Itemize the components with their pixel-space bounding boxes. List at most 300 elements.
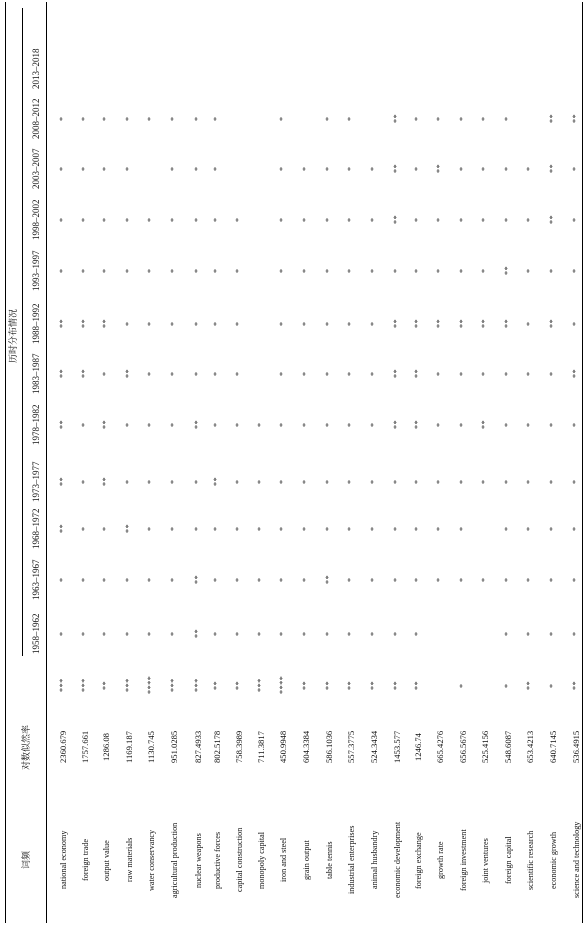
- period-significance-mark: *: [124, 630, 133, 636]
- period-significance-mark: *: [346, 165, 355, 171]
- row-term: raw materials: [124, 837, 134, 882]
- row-logodds-value: 1246.74: [413, 733, 423, 761]
- period-significance-mark: *: [480, 478, 489, 484]
- period-significance-mark: **: [234, 680, 243, 690]
- period-significance-mark: *: [346, 115, 355, 121]
- period-significance-mark: *: [58, 115, 67, 121]
- period-significance-mark: *: [80, 421, 89, 427]
- period-significance-mark: *: [369, 478, 378, 484]
- period-significance-mark: *: [278, 165, 287, 171]
- period-significance-mark: *: [413, 267, 422, 273]
- period-significance-mark: **: [480, 318, 489, 328]
- period-significance-mark: *: [169, 478, 178, 484]
- row-logodds-value: 2360.679: [58, 730, 68, 763]
- period-significance-mark: *: [234, 267, 243, 273]
- period-significance-mark: *: [503, 478, 512, 484]
- period-significance-mark: ***: [256, 678, 265, 692]
- period-significance-mark: *: [525, 165, 534, 171]
- period-significance-mark: *: [480, 576, 489, 582]
- period-significance-mark: **: [435, 318, 444, 328]
- period-significance-mark: *: [301, 576, 310, 582]
- period-significance-mark: *: [278, 320, 287, 326]
- period-significance-mark: *: [278, 576, 287, 582]
- period-significance-mark: *: [124, 478, 133, 484]
- period-significance-mark: *: [301, 525, 310, 531]
- period-header: 1958–1962: [31, 613, 41, 654]
- period-significance-mark: *: [212, 576, 221, 582]
- period-significance-mark: *: [392, 525, 401, 531]
- period-significance-mark: *: [80, 216, 89, 222]
- row-term: water conservancy: [146, 829, 156, 891]
- row-term: foreign trade: [80, 838, 90, 881]
- period-significance-mark: *: [503, 630, 512, 636]
- period-significance-mark: **: [413, 680, 422, 690]
- period-significance-mark: *: [301, 165, 310, 171]
- period-significance-mark: *: [480, 115, 489, 121]
- period-significance-mark: *: [212, 370, 221, 376]
- period-significance-mark: *: [278, 478, 287, 484]
- row-term: output value: [101, 839, 111, 881]
- row-logodds-value: 758.3989: [234, 730, 244, 763]
- period-significance-mark: *: [101, 370, 110, 376]
- table-top-rule: [5, 2, 6, 923]
- period-header: 1973–1977: [31, 461, 41, 502]
- period-significance-mark: **: [525, 680, 534, 690]
- period-significance-mark: **: [458, 318, 467, 328]
- period-significance-mark: *: [146, 630, 155, 636]
- period-significance-mark: *: [435, 115, 444, 121]
- period-significance-mark: *: [525, 478, 534, 484]
- period-significance-mark: *: [548, 421, 557, 427]
- period-significance-mark: **: [58, 476, 67, 486]
- period-significance-mark: *: [324, 267, 333, 273]
- period-significance-mark: *: [80, 478, 89, 484]
- period-significance-mark: *: [212, 630, 221, 636]
- period-header: 2008–2012: [31, 98, 41, 139]
- period-significance-mark: **: [301, 680, 310, 690]
- period-significance-mark: *: [324, 525, 333, 531]
- period-significance-mark: *: [392, 267, 401, 273]
- period-significance-mark: *: [301, 216, 310, 222]
- group-underline: [22, 8, 23, 656]
- period-header: 1968–1972: [31, 508, 41, 549]
- period-significance-mark: *: [480, 165, 489, 171]
- period-significance-mark: *: [369, 267, 378, 273]
- period-significance-mark: **: [480, 419, 489, 429]
- period-header: 2013–2018: [31, 48, 41, 89]
- period-significance-mark: *: [234, 478, 243, 484]
- period-significance-mark: *: [301, 320, 310, 326]
- period-significance-mark: *: [435, 421, 444, 427]
- period-significance-mark: *: [301, 421, 310, 427]
- row-logodds-value: 656.5676: [458, 730, 468, 763]
- period-significance-mark: **: [548, 318, 557, 328]
- period-significance-mark: *: [435, 525, 444, 531]
- period-significance-mark: **: [435, 163, 444, 173]
- period-significance-mark: *: [525, 630, 534, 636]
- period-significance-mark: *: [435, 576, 444, 582]
- period-significance-mark: *: [146, 421, 155, 427]
- header-term-column: 词频: [20, 850, 31, 869]
- row-logodds-value: 802.5178: [212, 730, 222, 763]
- period-significance-mark: *: [480, 267, 489, 273]
- period-significance-mark: *: [413, 478, 422, 484]
- row-logodds-value: 1286.08: [101, 733, 111, 761]
- period-significance-mark: *: [193, 115, 202, 121]
- period-significance-mark: *: [234, 370, 243, 376]
- period-significance-mark: *: [101, 165, 110, 171]
- period-significance-mark: **: [503, 318, 512, 328]
- period-significance-mark: *: [346, 267, 355, 273]
- period-significance-mark: **: [101, 419, 110, 429]
- period-significance-mark: *: [169, 525, 178, 531]
- row-logodds-value: 711.3817: [256, 731, 266, 763]
- period-significance-mark: *: [193, 525, 202, 531]
- row-logodds-value: 653.4213: [525, 730, 535, 763]
- period-significance-mark: **: [392, 419, 401, 429]
- period-significance-mark: *: [301, 267, 310, 273]
- period-significance-mark: *: [80, 576, 89, 582]
- period-significance-mark: *: [193, 165, 202, 171]
- period-significance-mark: *: [458, 267, 467, 273]
- period-significance-mark: **: [58, 318, 67, 328]
- period-significance-mark: *: [278, 267, 287, 273]
- period-significance-mark: *: [369, 525, 378, 531]
- period-significance-mark: *: [58, 576, 67, 582]
- row-logodds-value: 1130.745: [146, 731, 156, 763]
- period-significance-mark: *: [346, 216, 355, 222]
- period-header: 1983–1987: [31, 353, 41, 394]
- period-significance-mark: **: [392, 113, 401, 123]
- period-significance-mark: *: [324, 320, 333, 326]
- row-logodds-value: 586.1036: [324, 730, 334, 763]
- period-significance-mark: *: [212, 115, 221, 121]
- period-significance-mark: *: [571, 525, 580, 531]
- row-term: grain output: [301, 840, 311, 880]
- period-significance-mark: *: [146, 320, 155, 326]
- period-significance-mark: *: [212, 421, 221, 427]
- period-significance-mark: *: [193, 370, 202, 376]
- period-significance-mark: **: [212, 680, 221, 690]
- row-term: nuclear weapons: [193, 832, 203, 888]
- row-logodds-value: 1757.661: [80, 730, 90, 763]
- row-term: growth rate: [435, 841, 445, 879]
- header-bottom-rule: [46, 2, 47, 923]
- period-significance-mark: *: [193, 478, 202, 484]
- row-term: industrial enterprises: [346, 825, 356, 894]
- period-significance-mark: *: [525, 320, 534, 326]
- row-term: productive forces: [212, 831, 222, 889]
- period-significance-mark: *: [169, 267, 178, 273]
- period-significance-mark: *: [571, 478, 580, 484]
- period-significance-mark: *: [146, 478, 155, 484]
- period-significance-mark: *: [480, 370, 489, 376]
- period-significance-mark: **: [413, 318, 422, 328]
- period-significance-mark: **: [212, 476, 221, 486]
- row-term: iron and steel: [278, 837, 288, 882]
- period-significance-mark: *: [234, 421, 243, 427]
- period-significance-mark: *: [124, 165, 133, 171]
- period-significance-mark: ***: [124, 678, 133, 692]
- row-term: economic development: [392, 821, 402, 898]
- row-logodds-value: 548.6087: [503, 730, 513, 763]
- period-significance-mark: **: [346, 680, 355, 690]
- period-significance-mark: *: [146, 525, 155, 531]
- period-significance-mark: *: [346, 525, 355, 531]
- period-significance-mark: *: [525, 216, 534, 222]
- period-significance-mark: **: [548, 113, 557, 123]
- period-significance-mark: *: [413, 525, 422, 531]
- row-term: table tennis: [324, 841, 334, 879]
- period-significance-mark: *: [234, 576, 243, 582]
- period-significance-mark: *: [571, 576, 580, 582]
- period-significance-mark: *: [124, 267, 133, 273]
- period-significance-mark: *: [169, 216, 178, 222]
- period-significance-mark: *: [58, 267, 67, 273]
- period-significance-mark: *: [58, 165, 67, 171]
- period-significance-mark: *: [234, 630, 243, 636]
- period-significance-mark: ***: [80, 678, 89, 692]
- period-significance-mark: **: [413, 419, 422, 429]
- period-significance-mark: *: [58, 216, 67, 222]
- row-logodds-value: 640.7145: [548, 730, 558, 763]
- row-logodds-value: 557.3775: [346, 730, 356, 763]
- period-significance-mark: *: [548, 630, 557, 636]
- period-header: 1978–1982: [31, 404, 41, 445]
- period-significance-mark: *: [435, 267, 444, 273]
- period-significance-mark: *: [101, 267, 110, 273]
- row-term: animal husbandry: [369, 830, 379, 889]
- period-significance-mark: **: [503, 265, 512, 275]
- period-significance-mark: *: [324, 630, 333, 636]
- period-significance-mark: *: [256, 525, 265, 531]
- period-significance-mark: *: [324, 216, 333, 222]
- period-significance-mark: *: [80, 630, 89, 636]
- period-significance-mark: *: [369, 320, 378, 326]
- period-significance-mark: **: [80, 368, 89, 378]
- period-significance-mark: *: [124, 216, 133, 222]
- period-significance-mark: *: [480, 216, 489, 222]
- row-logodds-value: 665.4276: [435, 730, 445, 763]
- period-significance-mark: **: [101, 318, 110, 328]
- period-significance-mark: ****: [146, 675, 155, 694]
- period-significance-mark: *: [413, 630, 422, 636]
- period-significance-mark: **: [392, 368, 401, 378]
- period-significance-mark: *: [212, 267, 221, 273]
- period-significance-mark: *: [503, 370, 512, 376]
- period-significance-mark: *: [413, 115, 422, 121]
- period-significance-mark: *: [278, 115, 287, 121]
- row-term: joint ventures: [480, 837, 490, 883]
- period-significance-mark: *: [503, 576, 512, 582]
- period-significance-mark: *: [169, 576, 178, 582]
- period-significance-mark: *: [503, 421, 512, 427]
- period-significance-mark: *: [324, 421, 333, 427]
- period-significance-mark: *: [503, 115, 512, 121]
- period-significance-mark: *: [571, 216, 580, 222]
- period-significance-mark: *: [413, 216, 422, 222]
- period-significance-mark: *: [146, 267, 155, 273]
- period-significance-mark: **: [324, 680, 333, 690]
- period-header: 1963–1967: [31, 559, 41, 600]
- period-significance-mark: *: [548, 370, 557, 376]
- period-significance-mark: *: [278, 421, 287, 427]
- period-significance-mark: *: [212, 216, 221, 222]
- row-term: capital construction: [234, 827, 244, 892]
- period-significance-mark: *: [458, 370, 467, 376]
- period-significance-mark: *: [212, 320, 221, 326]
- period-significance-mark: **: [58, 523, 67, 533]
- period-significance-mark: *: [346, 421, 355, 427]
- period-significance-mark: **: [548, 214, 557, 224]
- period-significance-mark: *: [124, 115, 133, 121]
- period-significance-mark: *: [346, 576, 355, 582]
- period-significance-mark: *: [256, 421, 265, 427]
- period-significance-mark: *: [124, 421, 133, 427]
- period-significance-mark: *: [571, 267, 580, 273]
- row-term: foreign investment: [458, 829, 468, 891]
- row-logodds-value: 951.0285: [169, 730, 179, 763]
- period-significance-mark: *: [193, 320, 202, 326]
- period-significance-mark: *: [392, 576, 401, 582]
- period-significance-mark: *: [571, 421, 580, 427]
- header-logodds-column: 对数似然率: [20, 724, 31, 770]
- period-significance-mark: *: [234, 216, 243, 222]
- period-significance-mark: *: [146, 576, 155, 582]
- period-significance-mark: *: [278, 525, 287, 531]
- period-significance-mark: *: [548, 576, 557, 582]
- row-logodds-value: 827.4933: [193, 730, 203, 763]
- period-significance-mark: *: [234, 525, 243, 531]
- period-header: 1988–1992: [31, 303, 41, 344]
- period-significance-mark: *: [548, 525, 557, 531]
- period-significance-mark: *: [146, 115, 155, 121]
- period-significance-mark: **: [392, 214, 401, 224]
- period-significance-mark: *: [346, 320, 355, 326]
- period-significance-mark: *: [548, 682, 557, 688]
- period-significance-mark: *: [525, 267, 534, 273]
- period-significance-mark: *: [413, 576, 422, 582]
- period-significance-mark: *: [101, 576, 110, 582]
- period-significance-mark: **: [571, 113, 580, 123]
- period-significance-mark: *: [548, 267, 557, 273]
- period-significance-mark: *: [146, 216, 155, 222]
- period-significance-mark: *: [525, 525, 534, 531]
- period-significance-mark: *: [503, 525, 512, 531]
- period-significance-mark: *: [301, 370, 310, 376]
- period-significance-mark: *: [525, 370, 534, 376]
- row-logodds-value: 450.9948: [278, 730, 288, 763]
- period-header: 1993–1997: [31, 250, 41, 291]
- period-significance-mark: **: [392, 318, 401, 328]
- period-significance-mark: *: [301, 630, 310, 636]
- period-significance-mark: *: [503, 216, 512, 222]
- period-significance-mark: *: [124, 320, 133, 326]
- period-significance-mark: **: [193, 419, 202, 429]
- period-significance-mark: *: [101, 216, 110, 222]
- period-significance-mark: *: [169, 320, 178, 326]
- period-significance-mark: *: [101, 525, 110, 531]
- period-significance-mark: *: [571, 165, 580, 171]
- period-significance-mark: *: [369, 216, 378, 222]
- period-significance-mark: *: [169, 165, 178, 171]
- period-significance-mark: *: [80, 267, 89, 273]
- period-significance-mark: *: [369, 421, 378, 427]
- period-significance-mark: *: [435, 216, 444, 222]
- row-term: foreign exchange: [413, 831, 423, 889]
- table-bottom-rule: [582, 2, 583, 923]
- period-significance-mark: *: [346, 370, 355, 376]
- period-significance-mark: *: [278, 370, 287, 376]
- row-logodds-value: 524.3434: [369, 730, 379, 763]
- period-significance-mark: *: [503, 165, 512, 171]
- period-significance-mark: *: [548, 478, 557, 484]
- period-significance-mark: *: [369, 576, 378, 582]
- row-term: foreign capital: [503, 836, 513, 884]
- period-significance-mark: *: [324, 370, 333, 376]
- period-significance-mark: *: [256, 630, 265, 636]
- period-significance-mark: **: [124, 368, 133, 378]
- period-significance-mark: *: [169, 115, 178, 121]
- period-significance-mark: *: [346, 478, 355, 484]
- row-logodds-value: 525.4156: [480, 730, 490, 763]
- period-significance-mark: *: [458, 421, 467, 427]
- period-significance-mark: *: [80, 165, 89, 171]
- period-significance-mark: **: [413, 368, 422, 378]
- period-significance-mark: **: [193, 574, 202, 584]
- period-significance-mark: *: [458, 682, 467, 688]
- period-significance-mark: *: [571, 320, 580, 326]
- period-significance-mark: *: [458, 216, 467, 222]
- period-significance-mark: *: [169, 630, 178, 636]
- period-significance-mark: *: [503, 682, 512, 688]
- period-significance-mark: ***: [193, 678, 202, 692]
- period-significance-mark: *: [435, 478, 444, 484]
- period-significance-mark: *: [193, 267, 202, 273]
- period-significance-mark: *: [234, 320, 243, 326]
- period-header: 1998–2002: [31, 199, 41, 240]
- row-term: scientific research: [525, 830, 535, 890]
- period-significance-mark: *: [571, 630, 580, 636]
- period-significance-mark: *: [124, 576, 133, 582]
- period-significance-mark: *: [369, 165, 378, 171]
- period-header: 2003–2007: [31, 148, 41, 189]
- period-significance-mark: *: [278, 630, 287, 636]
- period-significance-mark: **: [80, 318, 89, 328]
- period-significance-mark: **: [571, 368, 580, 378]
- period-significance-mark: ****: [278, 675, 287, 694]
- period-significance-mark: *: [101, 630, 110, 636]
- row-term: national economy: [58, 830, 68, 889]
- period-significance-mark: *: [392, 478, 401, 484]
- period-significance-mark: **: [392, 680, 401, 690]
- period-significance-mark: ***: [58, 678, 67, 692]
- period-significance-mark: *: [346, 630, 355, 636]
- row-term: economic growth: [548, 831, 558, 889]
- period-significance-mark: **: [101, 476, 110, 486]
- row-logodds-value: 536.4915: [571, 730, 581, 763]
- period-significance-mark: **: [124, 523, 133, 533]
- period-significance-mark: *: [525, 421, 534, 427]
- period-significance-mark: *: [413, 165, 422, 171]
- period-significance-mark: **: [369, 680, 378, 690]
- row-logodds-value: 604.3384: [301, 730, 311, 763]
- period-significance-mark: **: [193, 628, 202, 638]
- period-significance-mark: *: [458, 165, 467, 171]
- period-significance-mark: *: [58, 630, 67, 636]
- row-term: agricultural production: [169, 822, 179, 898]
- period-significance-mark: *: [278, 216, 287, 222]
